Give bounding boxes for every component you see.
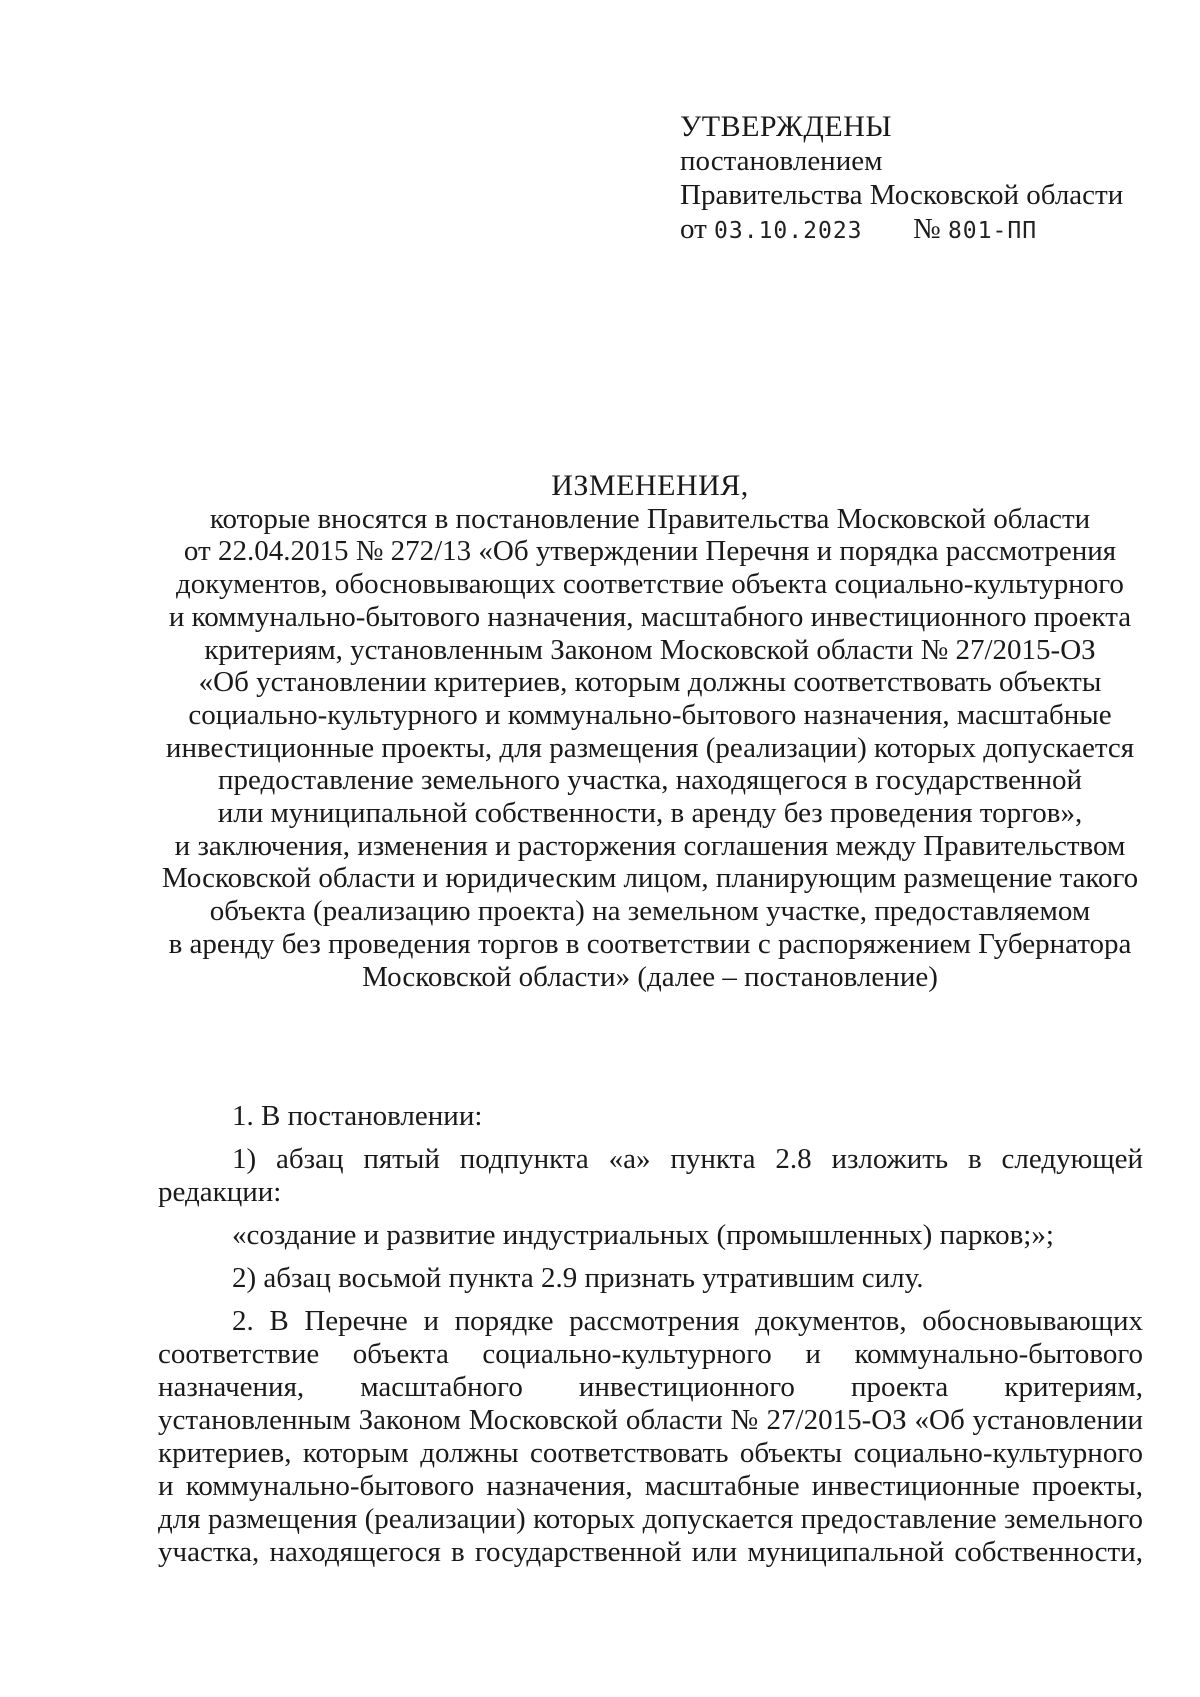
paragraph-5-line-6: и коммунально-бытового назначения, масштабные инвестиционные проекты,	[158, 1470, 1143, 1502]
document-body	[158, 1100, 1143, 1569]
paragraph-2	[158, 1143, 1143, 1209]
paragraph-3: «создание и развитие индустриальных (промышленных) парков;»;	[232, 1219, 1054, 1251]
heading-line-14: в аренду без проведения торгов в соответствии с распоряжением Губернатора	[168, 927, 1132, 960]
heading-line-4: и коммунально-бытового назначения, масштабного инвестиционного проекта	[168, 600, 1132, 633]
number-stamp: 801-ПП	[947, 218, 1038, 244]
heading-line-9: предоставление земельного участка, находящегося в государственной	[217, 764, 1082, 797]
heading-title: ИЗМЕНЕНИЯ,	[551, 469, 749, 502]
paragraph-5-line-4: установленным Законом Московской области № 27/2015-ОЗ «Об установлении	[158, 1404, 1143, 1436]
date-prefix: от	[680, 213, 707, 245]
paragraph-4: 2) абзац восьмой пункта 2.9 признать утратившим силу.	[232, 1262, 924, 1294]
paragraph-2-line-2: редакции:	[158, 1176, 282, 1208]
number-prefix: №	[913, 213, 941, 245]
paragraph-5-line-8: участка, находящегося в государственной или муниципальной собственности,	[158, 1536, 1143, 1568]
heading-line-11: и заключения, изменения и расторжения соглашения между Правительством	[174, 829, 1126, 862]
heading-line-15: Московской области» (далее – постановление)	[362, 960, 938, 993]
paragraph-5-line-2: соответствие объекта социально-культурного и коммунально-бытового	[158, 1338, 1143, 1370]
document-heading	[150, 470, 1150, 993]
heading-line-5: критериям, установленным Законом Московской области № 27/2015-ОЗ	[204, 633, 1096, 666]
heading-line-8: инвестиционные проекты, для размещения (реализации) которых допускается	[165, 731, 1135, 764]
approval-line-1: постановлением	[680, 145, 883, 177]
heading-line-12: Московской области и юридическим лицом, планирующим размещение такого	[161, 862, 1139, 895]
paragraph-5-line-1: 2. В Перечне и порядке рассмотрения документов, обосновывающих	[232, 1305, 1143, 1337]
paragraph-5-line-7: для размещения (реализации) которых допускается предоставление земельного	[158, 1503, 1143, 1535]
heading-line-3: документов, обосновывающих соответствие объекта социально-культурного	[176, 568, 1124, 601]
paragraph-5-line-3: назначения, масштабного инвестиционного проекта критериям,	[158, 1371, 1143, 1403]
paragraph-2-line-1: 1) абзац пятый подпункта «а» пункта 2.8 изложить в следующей	[232, 1143, 1143, 1175]
heading-line-7: социально-культурного и коммунально-бытового назначения, масштабные	[188, 698, 1112, 731]
approval-title: УТВЕРЖДЕНЫ	[680, 110, 893, 143]
heading-line-2: от 22.04.2015 № 272/13 «Об утверждении Перечня и порядка рассмотрения	[183, 535, 1117, 568]
date-stamp: 03.10.2023	[714, 218, 863, 244]
paragraph-5-line-5: критериев, которым должны соответствовать объекты социально-культурного	[158, 1437, 1143, 1469]
paragraph-5	[158, 1305, 1143, 1569]
heading-line-10: или муниципальной собственности, в аренду без проведения торгов»,	[217, 797, 1083, 830]
approval-block	[680, 110, 1140, 248]
heading-line-13: объекта (реализацию проекта) на земельном участке, предоставляемом	[209, 895, 1091, 928]
heading-line-6: «Об установлении критериев, которым должны соответствовать объекты	[198, 666, 1102, 699]
heading-line-1: которые вносятся в постановление Правительства Московской области	[209, 502, 1091, 535]
approval-line-2: Правительства Московской области	[680, 179, 1124, 211]
paragraph-1: 1. В постановлении:	[232, 1100, 483, 1132]
approval-date-line	[680, 212, 1140, 248]
